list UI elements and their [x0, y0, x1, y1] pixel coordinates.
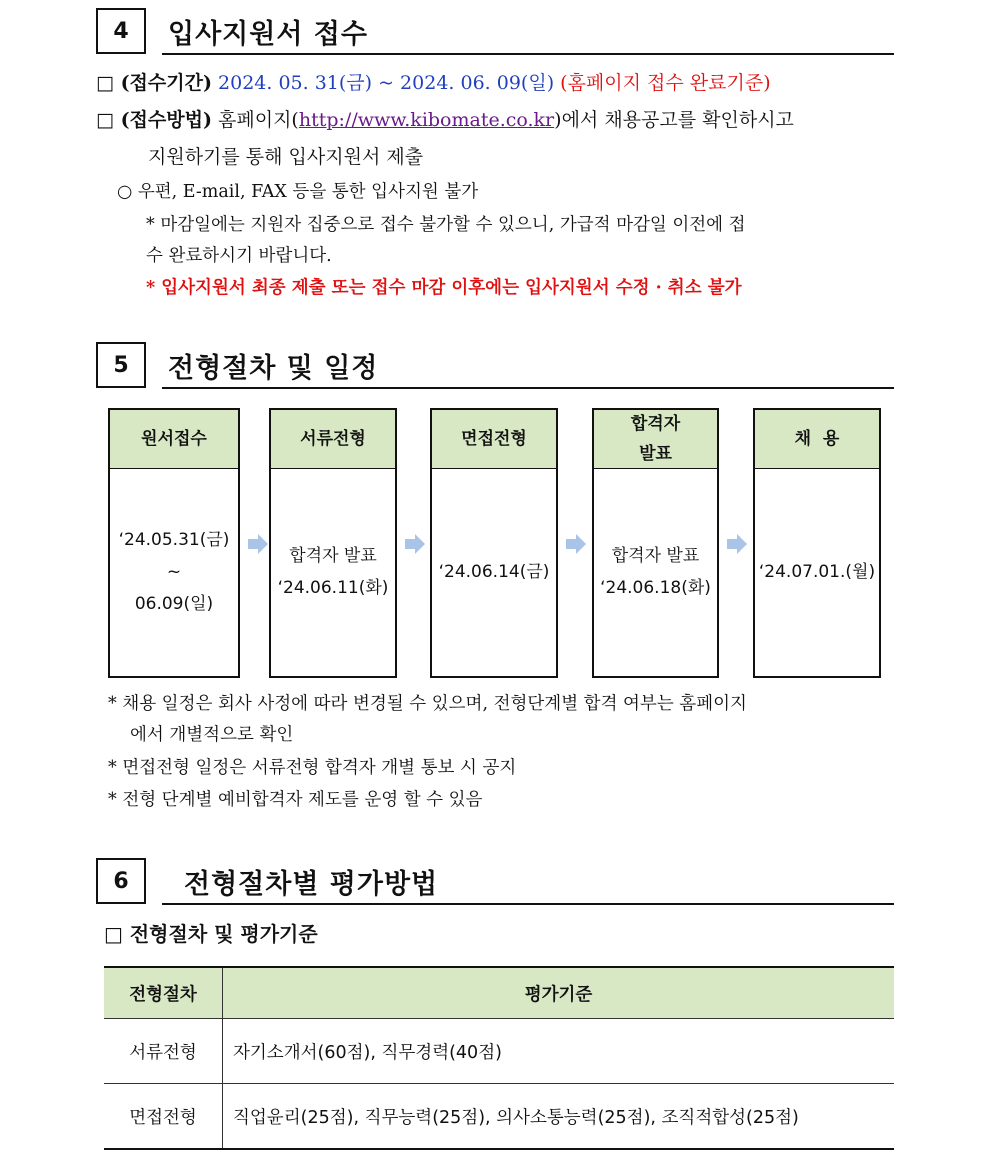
deadline-note-line2: 수 완료하시기 바랍니다.	[146, 246, 332, 266]
step-application-tilde: ~	[166, 562, 182, 582]
method-suffix: )에서 채용공고를 확인하시고	[554, 109, 794, 131]
step-application-body	[110, 468, 238, 676]
method-prefix: 홈페이지(	[218, 109, 299, 131]
step-application-head	[110, 410, 238, 469]
step-result-title-line2: 발표	[639, 444, 672, 464]
step-hiring-title: 채 용	[794, 429, 840, 449]
period-note: (홈페이지 접수 완료기준)	[560, 72, 771, 94]
step-document-announce: 합격자 발표	[289, 546, 377, 566]
table-cell-step: 서류전형	[104, 1019, 223, 1084]
step-result-title-line1: 합격자	[630, 414, 681, 434]
table-cell-criteria: 직업윤리(25점), 직무능력(25점), 의사소통능력(25점), 조직적합성(25점)	[223, 1084, 895, 1150]
step-result-body	[594, 468, 717, 676]
method-line2: 지원하기를 통해 입사지원서 제출	[148, 146, 424, 168]
section-4-underline	[162, 53, 894, 55]
section-5-title: 전형절차 및 일정	[168, 353, 379, 384]
step-application-title: 원서접수	[141, 429, 207, 449]
section-5-number: 5	[96, 342, 146, 388]
section-4-number: 4	[96, 8, 146, 54]
step-hiring-body	[755, 468, 879, 676]
step-document-title: 서류전형	[300, 429, 366, 449]
criteria-table	[104, 966, 894, 1150]
schedule-note-1-cont: 에서 개별적으로 확인	[130, 725, 294, 745]
step-hiring-head	[755, 410, 879, 469]
table-header-step: 전형절차	[104, 967, 223, 1019]
section-4-title: 입사지원서 접수	[168, 19, 368, 50]
schedule-note-2: * 면접전형 일정은 서류전형 합격자 개별 통보 시 공지	[108, 758, 517, 778]
step-result-date: ‘24.06.18(화)	[600, 578, 711, 598]
step-result-announcement	[592, 408, 719, 678]
step-application-date-start: ‘24.05.31(금)	[118, 530, 230, 550]
method-label: □ (접수방법)	[96, 109, 212, 131]
section-6-title: 전형절차별 평가방법	[184, 869, 439, 900]
table-header-criteria: 평가기준	[223, 967, 895, 1019]
method-row	[96, 105, 794, 132]
period-label: □ (접수기간)	[96, 72, 212, 94]
schedule-note-1: * 채용 일정은 회사 사정에 따라 변경될 수 있으며, 전형단계별 합격 여부는 홈페이지	[108, 694, 747, 714]
schedule-note-3: * 전형 단계별 예비합격자 제도를 운영 할 수 있음	[108, 790, 483, 810]
arrow-right-icon	[726, 533, 748, 555]
step-document-head	[271, 410, 395, 469]
section-6-underline	[162, 903, 894, 905]
step-hiring-date: ‘24.07.01.(월)	[758, 562, 876, 582]
step-application-date-end: 06.09(일)	[134, 594, 214, 614]
step-interview-title: 면접전형	[461, 429, 527, 449]
step-result-head	[594, 410, 717, 469]
table-row	[104, 1084, 894, 1150]
table-cell-criteria: 자기소개서(60점), 직무경력(40점)	[223, 1019, 895, 1084]
step-interview-head	[432, 410, 556, 469]
arrow-right-icon	[404, 533, 426, 555]
step-application	[108, 408, 240, 678]
homepage-link[interactable]: http://www.kibomate.co.kr	[298, 109, 555, 131]
bullet-no-mail: ○ 우편, E-mail, FAX 등을 통한 입사지원 불가	[117, 182, 479, 202]
section-6-number: 6	[96, 858, 146, 904]
section-5-underline	[162, 387, 894, 389]
deadline-note-line1: * 마감일에는 지원자 집중으로 접수 불가할 수 있으니, 가급적 마감일 이전에 접	[146, 215, 746, 235]
step-interview	[430, 408, 558, 678]
no-edit-warning: * 입사지원서 최종 제출 또는 접수 마감 이후에는 입사지원서 수정 · 취소 불가	[146, 278, 742, 298]
step-hiring	[753, 408, 881, 678]
step-interview-body	[432, 468, 556, 676]
step-interview-date: ‘24.06.14(금)	[438, 562, 550, 582]
step-document-body	[271, 468, 395, 676]
period-row	[96, 68, 771, 95]
step-document-screening	[269, 408, 397, 678]
arrow-right-icon	[247, 533, 269, 555]
step-result-announce: 합격자 발표	[611, 546, 700, 566]
period-value: 2024. 05. 31(금) ~ 2024. 06. 09(일)	[218, 72, 555, 94]
table-row	[104, 1019, 894, 1084]
table-cell-step: 면접전형	[104, 1084, 223, 1150]
criteria-subheading: □ 전형절차 및 평가기준	[104, 922, 318, 946]
table-header-row	[104, 967, 894, 1019]
step-document-date: ‘24.06.11(화)	[277, 578, 389, 598]
arrow-right-icon	[565, 533, 587, 555]
